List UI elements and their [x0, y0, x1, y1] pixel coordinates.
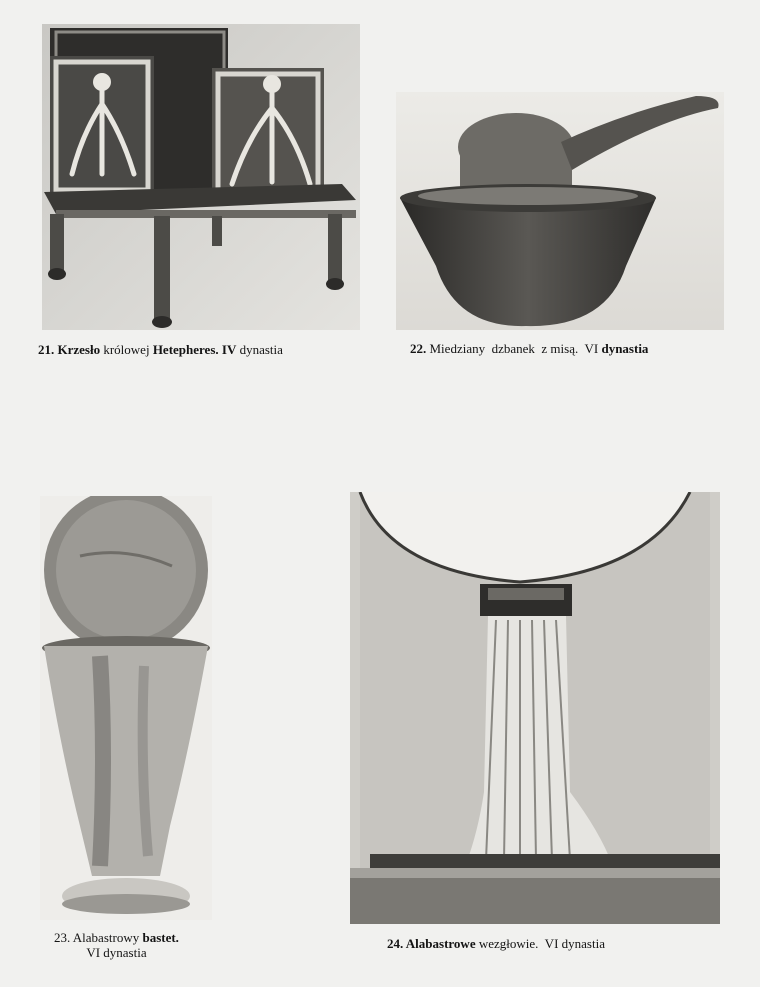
caption-figure-22 [410, 341, 648, 356]
caption-figure-23 [54, 930, 179, 960]
caption-22-text-1: Miedziany dzbanek z misą. VI [426, 341, 602, 356]
figure-24-alabaster-headrest-photo [350, 492, 720, 924]
caption-22-number: 22. [410, 341, 427, 356]
caption-24-number: 24. [387, 936, 404, 951]
caption-figure-24 [387, 936, 605, 951]
caption-21-bold-3: IV [221, 342, 237, 357]
caption-23-line-2: VI dynastia [86, 945, 147, 960]
caption-24-text-1: wezgłowie. VI dynastia [475, 936, 605, 951]
caption-21-bold-1: Krzesło [57, 342, 101, 357]
caption-23-number: 23. [54, 930, 71, 945]
caption-21-text-3: dynastia [236, 342, 283, 357]
figure-23-alabaster-bastet-photo [40, 496, 212, 920]
figure-21-chair-photo [42, 24, 360, 330]
figure-22-copper-jug-photo [396, 92, 724, 330]
caption-21-number: 21. [38, 342, 55, 357]
caption-figure-21 [38, 342, 283, 357]
caption-23-text-1: Alabastrowy [70, 930, 143, 945]
caption-21-text-1: królowej [100, 342, 153, 357]
caption-24-bold-1: Alabastrowe [403, 936, 476, 951]
caption-22-bold-1: dynastia [601, 341, 649, 356]
caption-21-bold-2: Hetepheres. [152, 342, 219, 357]
caption-23-bold-1: bastet. [142, 930, 179, 945]
